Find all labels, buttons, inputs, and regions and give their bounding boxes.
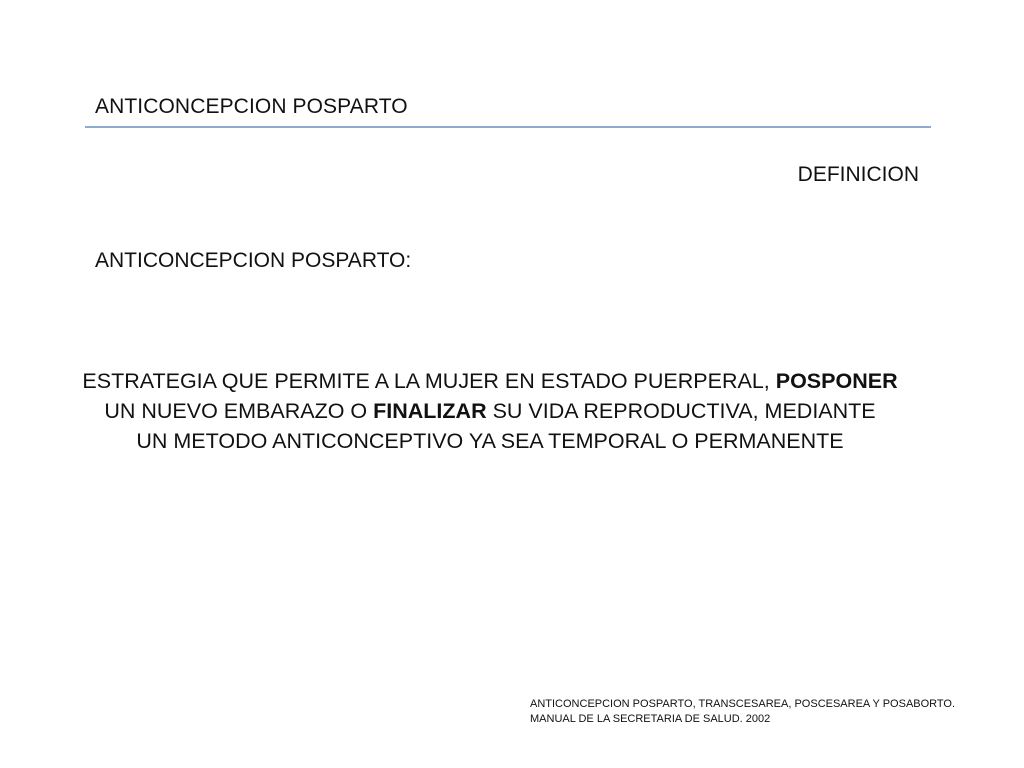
reference-line-1: ANTICONCEPCION POSPARTO, TRANSCESAREA, POSCESAREA Y POSABORTO. [530, 698, 956, 710]
definition-line-2-end: SU VIDA REPRODUCTIVA, MEDIANTE [486, 399, 876, 423]
definition-text [80, 366, 900, 456]
emphasis-finalizar: FINALIZAR [373, 399, 487, 423]
definition-line-3: UN METODO ANTICONCEPTIVO YA SEA TEMPORAL O PERMANENTE [136, 429, 844, 453]
title-divider [85, 126, 931, 128]
definition-line-2 [80, 396, 900, 426]
section-label: DEFINICION [797, 163, 919, 186]
definition-line-1-text: ESTRATEGIA QUE PERMITE A LA MUJER EN ESTADO PUERPERAL, [82, 369, 776, 393]
reference-citation [530, 697, 955, 727]
defined-term: ANTICONCEPCION POSPARTO: [95, 249, 412, 272]
slide-title: ANTICONCEPCION POSPARTO [95, 95, 408, 118]
definition-line-1 [80, 366, 900, 396]
emphasis-posponer: POSPONER [775, 369, 898, 393]
definition-line-2-start: UN NUEVO EMBARAZO O [104, 399, 374, 423]
reference-line-2: MANUAL DE LA SECRETARIA DE SALUD. 2002 [530, 713, 771, 725]
